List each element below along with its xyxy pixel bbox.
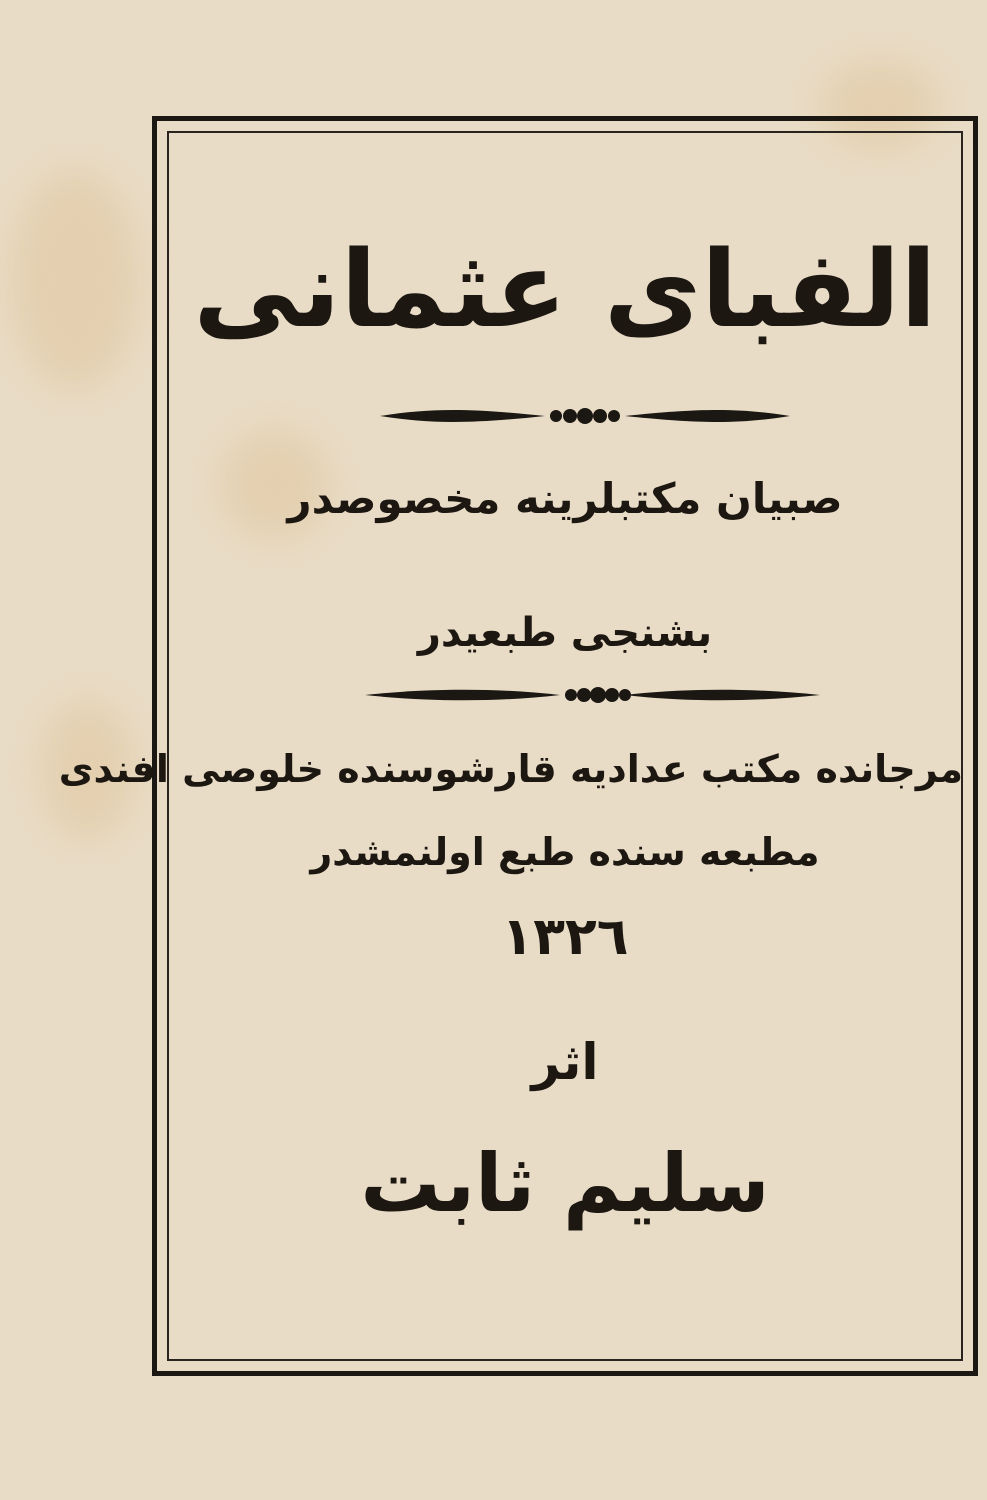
divider-left-wing — [380, 410, 545, 422]
subtitle: صبیان مکتبلرینه مخصوصدر — [287, 474, 843, 523]
divider-dot — [619, 689, 631, 701]
author-name: سلیم ثابت — [360, 1137, 770, 1230]
work-label: اثر — [531, 1033, 599, 1091]
divider-dot — [565, 689, 577, 701]
book-title: الفبای عثمانی — [193, 228, 937, 351]
divider-dot — [608, 410, 620, 422]
printing-line: مطبعه سنده طبع اولنمشدر — [310, 830, 820, 874]
ornament-divider — [0, 677, 987, 717]
divider-dot — [605, 688, 619, 702]
publication-year: ١٣٢٦ — [501, 907, 629, 967]
divider-dot — [593, 409, 607, 423]
publisher-line: مرجانده مکتب عدادیه قارشوسنده خلوصی افندی — [58, 747, 963, 791]
ornament-divider — [0, 398, 987, 438]
divider-dot — [563, 409, 577, 423]
divider-dot — [590, 687, 606, 703]
divider-dot — [577, 688, 591, 702]
divider-dot — [550, 410, 562, 422]
divider-left-wing — [365, 690, 560, 701]
paper-stain — [10, 170, 140, 390]
divider-right-wing — [625, 690, 820, 701]
divider-right-wing — [625, 410, 790, 422]
divider-dot — [577, 408, 593, 424]
edition-line: بشنجی طبعیدر — [417, 610, 713, 656]
